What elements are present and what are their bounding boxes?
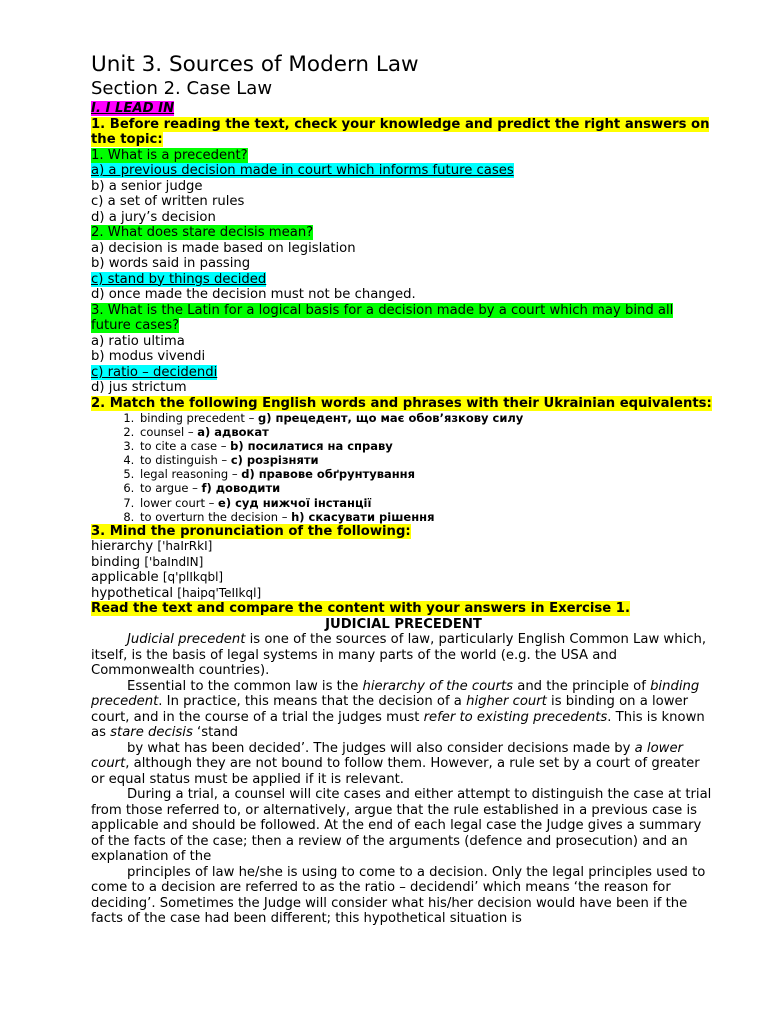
question-1-option-c: c) a set of written rules <box>91 194 245 209</box>
section-title: Section 2. Case Law <box>91 78 273 99</box>
reading-instruction: Read the text and compare the content with your answers in Exercise 1. <box>91 601 630 617</box>
paragraph-3: by what has been decided’. The judges will also consider decisions made by a lower court, although they are not bound to follow them. However, a rule set by a court of greater or equal status must be applied if it is relevant. <box>91 740 700 787</box>
question-3-option-b: b) modus vivendi <box>91 349 206 364</box>
question-2: 2. What does stare decisis mean? <box>91 225 314 240</box>
list-item: 2. counsel – a) адвокат <box>138 425 716 439</box>
paragraph-1: Judicial precedent is one of the sources of law, particularly English Common Law which, itself, is the basis of legal systems in many parts of the world (e.g. the USA and Commonwealth countries). <box>91 632 707 679</box>
list-item: 7. lower court – e) суд нижчої інстанції <box>138 496 716 510</box>
list-item: 6. to argue – f) доводити <box>138 481 716 495</box>
question-3-option-a: a) ratio ultima <box>91 333 185 349</box>
question-2-option-b: b) words said in passing <box>91 256 251 271</box>
question-3: 3. What is the Latin for a logical basis for a decision made by a court which may bind all future cases? <box>91 302 674 333</box>
lead-in-heading: I. I LEAD IN <box>91 101 175 116</box>
list-item: 5. legal reasoning – d) правове обґрунтування <box>138 467 716 481</box>
list-item: 3. to cite a case – b) посилатися на справу <box>138 439 716 453</box>
exercise-3-heading: 3. Mind the pronunciation of the following: <box>91 523 411 539</box>
pronunciation-item: hypothetical [haipq'TeIIkql] <box>91 585 262 601</box>
paragraph-2: Essential to the common law is the hierarchy of the courts and the principle of binding precedent. In practice, this means that the decision of a higher court is binding on a lower court, and in the course of a trial the judges must refer to existing precedents. This is known as stare decisis ‘stand <box>91 678 705 741</box>
question-2-option-d: d) once made the decision must not be changed. <box>91 287 416 302</box>
question-3-option-d: d) jus strictum <box>91 380 187 395</box>
paragraph-4: During a trial, a counsel will cite cases and either attempt to distinguish the case at trial from those referred to, or alternatively, argue that the rule established in a previous case is applicable and should be followed. At the end of each legal case the Judge gives a summary of the facts of the case; then a review of the arguments (defence and prosecution) and an explanation of the <box>91 787 712 865</box>
question-1-option-a: a) a previous decision made in court which informs future cases <box>91 163 514 178</box>
matching-list <box>91 411 716 524</box>
question-1-option-b: b) a senior judge <box>91 178 203 194</box>
question-2-option-a: a) decision is made based on legislation <box>91 240 356 256</box>
list-item: 1. binding precedent – g) прецедент, що має обов’язкову силу <box>138 411 716 425</box>
list-item: 4. to distinguish – c) розрізняти <box>138 453 716 467</box>
question-3-option-c: c) ratio – decidendi <box>91 364 218 380</box>
pronunciation-item: binding ['baIndIN] <box>91 554 204 570</box>
pronunciation-item: hierarchy ['haIrRkI] <box>91 539 213 555</box>
exercise-1-heading: 1. Before reading the text, check your knowledge and predict the right answers on the topic: <box>91 116 710 147</box>
pronunciation-item: applicable [q'plIkqbl] <box>91 570 224 586</box>
question-1: 1. What is a precedent? <box>91 147 248 163</box>
document-page <box>91 52 716 927</box>
list-item: 8. to overturn the decision – h) скасувати рішення <box>138 510 716 524</box>
paragraph-5: principles of law he/she is using to come to a decision. Only the legal principles used to come to a decision are referred to as the ratio – decidendi’ which means ‘the reason for deciding’. Sometimes the Judge will consider what his/her decision would have been if the facts of the case had been different; this hypothetical situation is <box>91 864 706 927</box>
text-title: JUDICIAL PRECEDENT <box>325 616 482 632</box>
unit-title: Unit 3. Sources of Modern Law <box>91 52 419 77</box>
question-1-option-d: d) a jury’s decision <box>91 209 216 225</box>
exercise-2-heading: 2. Match the following English words and phrases with their Ukrainian equivalents: <box>91 395 712 411</box>
question-2-option-c: c) stand by things decided <box>91 271 267 287</box>
